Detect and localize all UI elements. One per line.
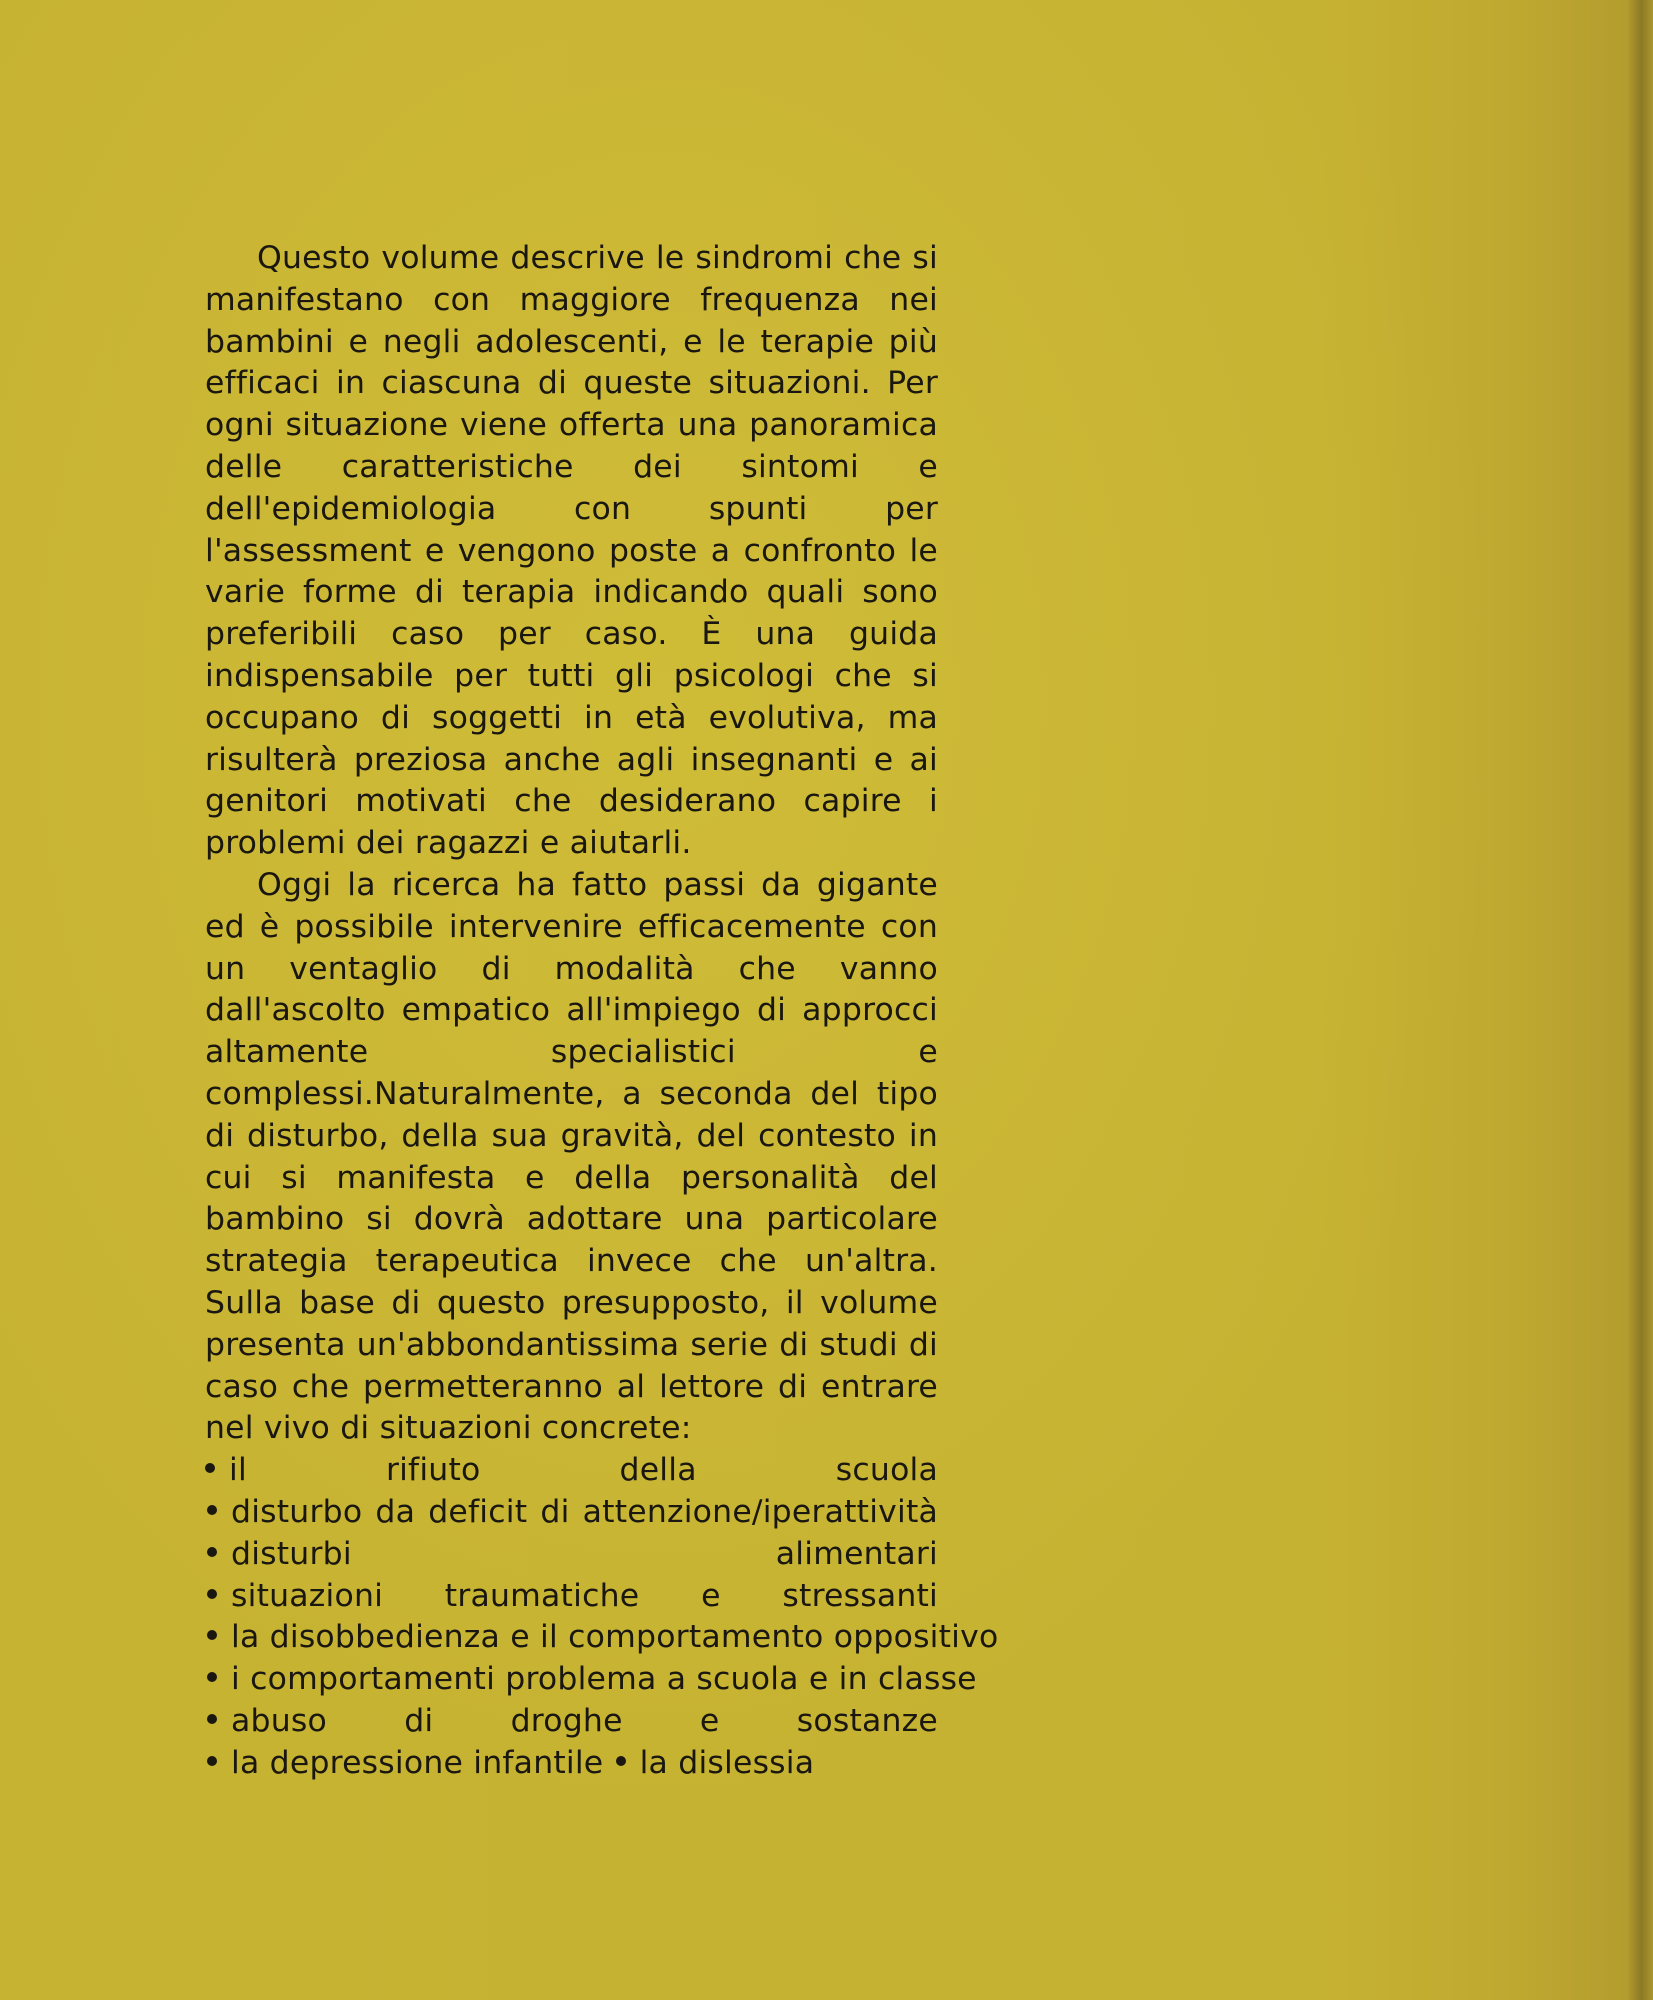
paragraph-description: Questo volume descrive le sindromi che si manifestano con maggiore frequenza nei bambini e negli adolescenti, e le terapie più efficaci in ciascuna di queste situazioni. Per ogni situazione viene offerta una panoramica delle caratteristiche dei sintomi e dell'epidemiologia con spunti per l'assessment e vengono poste a confronto le varie forme di terapia indicando quali sono preferibili caso per caso. È una guida indispensabile per tutti gli psicologi che si occupano di soggetti in età evolutiva, ma risulterà preziosa anche agli insegnanti e ai genitori motivati che desiderano capire i problemi dei ragazzi e aiutarli.	[205, 240, 938, 862]
bullet-icon	[207, 1672, 217, 1682]
page-edge-shadow	[1627, 0, 1653, 2000]
list-item: disturbo da deficit di attenzione/iperattività	[205, 1494, 938, 1530]
bullet-icon	[616, 1756, 626, 1766]
bullet-icon	[207, 1589, 217, 1599]
bullet-icon	[207, 1630, 217, 1640]
list-item: la dislessia	[614, 1745, 815, 1781]
list-item: la depressione infantile	[205, 1745, 603, 1781]
blurb-text	[205, 238, 999, 1784]
bullet-icon	[207, 1505, 217, 1515]
bullet-icon	[207, 1714, 217, 1724]
list-item: disturbi alimentari	[205, 1536, 938, 1572]
paragraph-research: Oggi la ricerca ha fatto passi da gigante ed è possibile intervenire efficacemente con un ventaglio di modalità che vanno dall'ascolto empatico all'impiego di approcci altamente specialistici e complessi.Naturalmente, a seconda del tipo di disturbo, della sua gravità, del contesto in cui si manifesta e della personalità del bambino si dovrà adottare una particolare strategia terapeutica invece che un'altra. Sulla base di questo presupposto, il volume presenta un'abbondantissima serie di studi di caso che permetteranno al lettore di entrare nel vivo di situazioni concrete:	[205, 866, 938, 1447]
list-item: i comportamenti problema a scuola e in classe	[205, 1661, 977, 1697]
list-item: la disobbedienza e il comportamento oppositivo	[205, 1619, 998, 1655]
bullet-icon	[207, 1547, 217, 1557]
bullet-icon	[205, 1463, 215, 1473]
list-item: abuso di droghe e sostanze	[205, 1703, 938, 1739]
topic-list	[205, 1450, 999, 1784]
bullet-icon	[207, 1756, 217, 1766]
list-item: situazioni traumatiche e stressanti	[205, 1578, 938, 1614]
list-item: il rifiuto della scuola	[205, 1452, 938, 1488]
